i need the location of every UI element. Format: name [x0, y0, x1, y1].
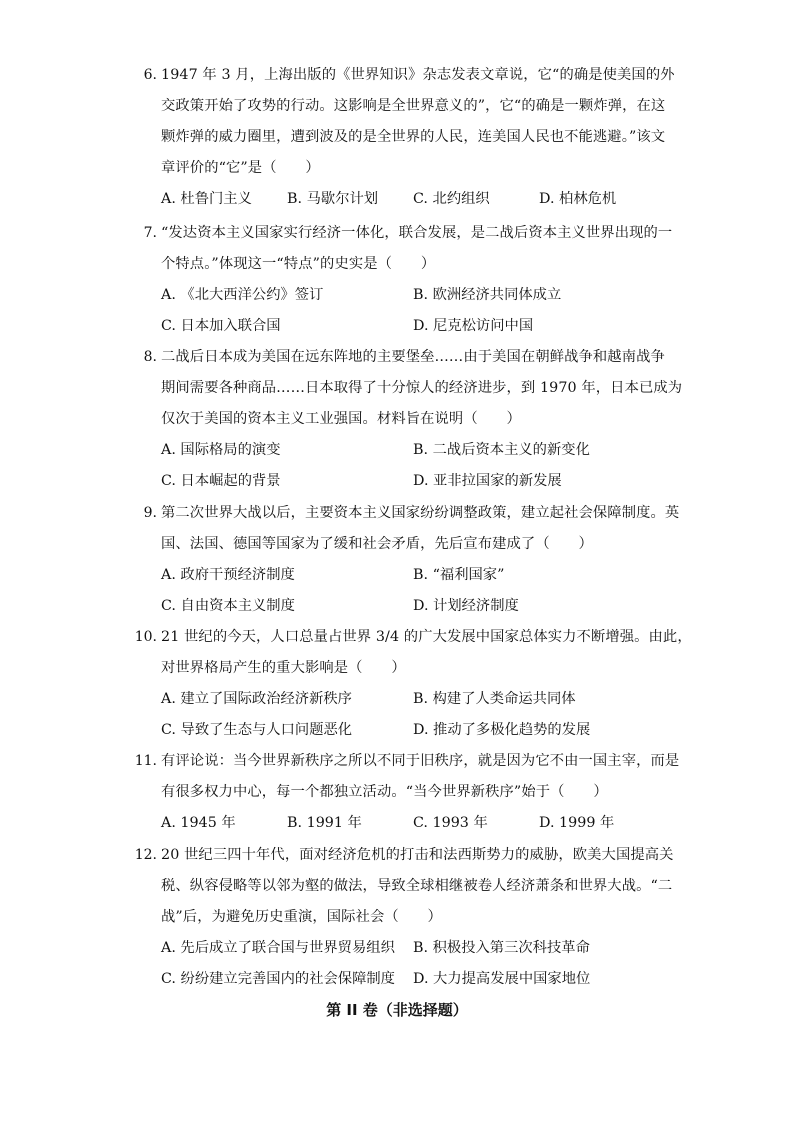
option-d: D. 亚非拉国家的新发展: [413, 473, 562, 489]
question-stem-line: 二战后日本成为美国在远东阵地的主要堡垒……由于美国在朝鲜战争和越南战争: [161, 349, 665, 365]
question-stem-line: 20 世纪三四十年代，面对经济危机的打击和法西斯势力的威胁，欧美大国提高关: [161, 847, 674, 863]
question-stem-line: 对世界格局产生的重大影响是（ ）: [161, 660, 406, 676]
option-d: D. 柏林危机: [539, 191, 617, 207]
question-number: 11.: [134, 753, 157, 769]
question-stem-line: 期间需要各种商品……日本取得了十分惊人的经济进步，到 1970 年，日本已成为: [161, 380, 683, 396]
question-stem-line: 有评论说：当今世界新秩序之所以不同于旧秩序，就是因为它不由一国主宰，而是: [161, 753, 680, 769]
option-b: B. 马歇尔计划: [287, 191, 379, 207]
option-d: D. 尼克松访问中国: [413, 318, 534, 334]
question-stem-line: 税、纵容侵略等以邻为壑的做法，导致全球相继被卷人经济萧条和世界大战。“二: [161, 878, 673, 894]
question-stem-line: 颗炸弹的威力圈里，遭到波及的是全世界的人民，连美国人民也不能逃避。”该文: [161, 129, 666, 145]
question-stem-line: 第二次世界大战以后，主要资本主义国家纷纷调整政策，建立起社会保障制度。英: [161, 505, 680, 521]
option-b: B. 1991 年: [287, 815, 362, 831]
option-c: C. 日本加入联合国: [161, 318, 281, 334]
question-number: 12.: [134, 847, 157, 863]
option-d: D. 推动了多极化趋势的发展: [413, 722, 591, 738]
option-d: D. 大力提高发展中国家地位: [413, 971, 591, 987]
question-stem-line: 仅次于美国的资本主义工业强国。材料旨在说明（ ）: [161, 411, 521, 427]
question-number: 10.: [134, 629, 157, 645]
question-stem-line: 章评价的“它”是（ ）: [161, 160, 320, 176]
option-a: A. 政府干预经济制度: [161, 567, 295, 583]
question-stem-line: 21 世纪的今天，人口总量占世界 3/4 的广大发展中国家总体实力不断增强。由此，: [161, 629, 692, 645]
option-c: C. 自由资本主义制度: [161, 598, 295, 614]
question-number: 9.: [143, 505, 157, 521]
option-a: A. 先后成立了联合国与世界贸易组织: [161, 940, 395, 956]
option-b: B. 构建了人类命运共同体: [413, 691, 576, 707]
question-number: 6.: [143, 67, 157, 83]
option-a: A. 建立了国际政治经济新秩序: [161, 691, 352, 707]
option-c: C. 导致了生态与人口问题恶化: [161, 722, 353, 738]
option-a: A. 《北大西洋公约》签订: [161, 287, 324, 303]
option-d: D. 1999 年: [539, 815, 615, 831]
option-b: B. 欧洲经济共同体成立: [413, 287, 562, 303]
option-c: C. 纷纷建立完善国内的社会保障制度: [161, 971, 395, 987]
option-a: A. 国际格局的演变: [161, 442, 281, 458]
question-stem-line: 国、法国、德国等国家为了缓和社会矛盾，先后宣布建成了（ ）: [161, 536, 593, 552]
question-stem-line: 1947 年 3 月，上海出版的《世界知识》杂志发表文章说，它“的确是使美国的外: [161, 67, 675, 83]
option-b: B. “福利国家”: [413, 567, 505, 583]
option-a: A. 1945 年: [161, 815, 236, 831]
option-c: C. 日本崛起的背景: [161, 473, 281, 489]
option-b: B. 二战后资本主义的新变化: [413, 442, 590, 458]
question-number: 8.: [143, 349, 157, 365]
question-stem-line: 个特点。”体现这一“特点”的史实是（ ）: [161, 256, 436, 272]
option-d: D. 计划经济制度: [413, 598, 519, 614]
option-c: C. 1993 年: [413, 815, 488, 831]
question-stem-line: 战”后，为避免历史重演，国际社会（ ）: [161, 909, 442, 925]
section-title: 第 II 卷（非选择题）: [326, 1001, 468, 1019]
question-stem-line: “发达资本主义国家实行经济一体化，联合发展，是二战后资本主义世界出现的一: [161, 225, 673, 241]
option-c: C. 北约组织: [413, 191, 490, 207]
option-b: B. 积极投入第三次科技革命: [413, 940, 590, 956]
option-a: A. 杜鲁门主义: [161, 191, 252, 207]
question-stem-line: 有很多权力中心，每一个都独立活动。“当今世界新秩序”始于（ ）: [161, 784, 608, 800]
question-stem-line: 交政策开始了攻势的行动。这影响是全世界意义的”，它“的确是一颗炸弹，在这: [161, 98, 666, 114]
question-number: 7.: [143, 225, 157, 241]
